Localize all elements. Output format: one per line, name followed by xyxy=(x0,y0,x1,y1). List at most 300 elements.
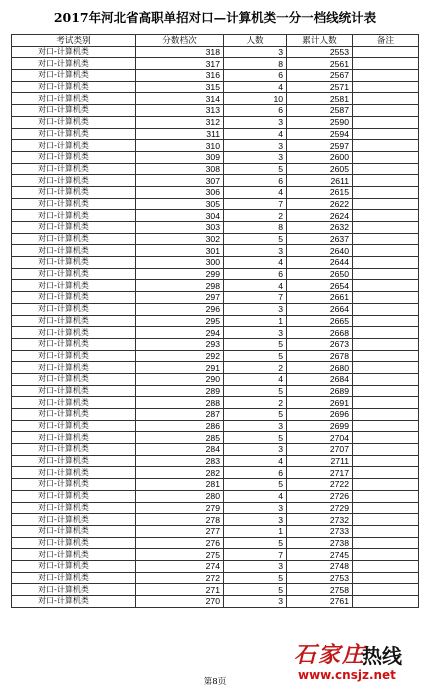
cell-cumulative: 2696 xyxy=(287,409,353,421)
cell-score: 311 xyxy=(136,128,224,140)
table-row xyxy=(12,280,419,292)
table-row xyxy=(12,490,419,502)
cell-note xyxy=(353,549,419,561)
cell-count: 5 xyxy=(224,233,287,245)
table-row xyxy=(12,268,419,280)
table-row xyxy=(12,198,419,210)
cell-category: 对口-计算机类 xyxy=(12,373,136,385)
cell-cumulative: 2637 xyxy=(287,233,353,245)
cell-cumulative: 2733 xyxy=(287,525,353,537)
cell-score: 291 xyxy=(136,362,224,374)
cell-category: 对口-计算机类 xyxy=(12,596,136,608)
cell-note xyxy=(353,385,419,397)
cell-note xyxy=(353,373,419,385)
cell-note xyxy=(353,268,419,280)
cell-cumulative: 2711 xyxy=(287,455,353,467)
cell-category: 对口-计算机类 xyxy=(12,186,136,198)
table-row xyxy=(12,467,419,479)
cell-cumulative: 2553 xyxy=(287,46,353,58)
cell-category: 对口-计算机类 xyxy=(12,338,136,350)
table-row xyxy=(12,572,419,584)
cell-count: 3 xyxy=(224,151,287,163)
cell-count: 3 xyxy=(224,140,287,152)
cell-score: 312 xyxy=(136,116,224,128)
cell-cumulative: 2684 xyxy=(287,373,353,385)
cell-category: 对口-计算机类 xyxy=(12,490,136,502)
cell-cumulative: 2640 xyxy=(287,245,353,257)
cell-score: 285 xyxy=(136,432,224,444)
cell-score: 315 xyxy=(136,81,224,93)
cell-cumulative: 2678 xyxy=(287,350,353,362)
table-row xyxy=(12,444,419,456)
cell-score: 288 xyxy=(136,397,224,409)
watermark-url: www.cnsjz.net xyxy=(298,668,396,682)
cell-score: 295 xyxy=(136,315,224,327)
cell-score: 271 xyxy=(136,584,224,596)
cell-note xyxy=(353,58,419,70)
table-row xyxy=(12,46,419,58)
cell-note xyxy=(353,350,419,362)
table-row xyxy=(12,537,419,549)
cell-note xyxy=(353,280,419,292)
cell-count: 6 xyxy=(224,268,287,280)
cell-category: 对口-计算机类 xyxy=(12,222,136,234)
header-score: 分数档次 xyxy=(136,35,224,47)
cell-score: 297 xyxy=(136,292,224,304)
table-row xyxy=(12,420,419,432)
score-table xyxy=(11,34,419,608)
cell-note xyxy=(353,560,419,572)
table-row xyxy=(12,116,419,128)
cell-category: 对口-计算机类 xyxy=(12,350,136,362)
cell-category: 对口-计算机类 xyxy=(12,140,136,152)
table-row xyxy=(12,105,419,117)
table-row xyxy=(12,81,419,93)
cell-count: 2 xyxy=(224,397,287,409)
cell-category: 对口-计算机类 xyxy=(12,327,136,339)
cell-cumulative: 2722 xyxy=(287,479,353,491)
table-body xyxy=(12,46,419,607)
cell-count: 4 xyxy=(224,280,287,292)
cell-note xyxy=(353,198,419,210)
cell-cumulative: 2661 xyxy=(287,292,353,304)
cell-category: 对口-计算机类 xyxy=(12,210,136,222)
cell-cumulative: 2664 xyxy=(287,303,353,315)
cell-cumulative: 2732 xyxy=(287,514,353,526)
cell-category: 对口-计算机类 xyxy=(12,409,136,421)
cell-note xyxy=(353,572,419,584)
cell-category: 对口-计算机类 xyxy=(12,549,136,561)
cell-score: 287 xyxy=(136,409,224,421)
table-row xyxy=(12,222,419,234)
cell-category: 对口-计算机类 xyxy=(12,537,136,549)
cell-category: 对口-计算机类 xyxy=(12,362,136,374)
watermark-hot-text: 热线 xyxy=(362,644,402,668)
cell-category: 对口-计算机类 xyxy=(12,420,136,432)
cell-count: 3 xyxy=(224,420,287,432)
table-row xyxy=(12,549,419,561)
cell-category: 对口-计算机类 xyxy=(12,572,136,584)
cell-note xyxy=(353,151,419,163)
cell-score: 282 xyxy=(136,467,224,479)
cell-note xyxy=(353,210,419,222)
cell-cumulative: 2758 xyxy=(287,584,353,596)
cell-note xyxy=(353,432,419,444)
cell-cumulative: 2665 xyxy=(287,315,353,327)
cell-cumulative: 2624 xyxy=(287,210,353,222)
cell-note xyxy=(353,338,419,350)
page-title: 2017年河北省高职单招对口—计算机类一分一档线统计表 xyxy=(53,10,377,25)
cell-score: 289 xyxy=(136,385,224,397)
cell-category: 对口-计算机类 xyxy=(12,455,136,467)
cell-category: 对口-计算机类 xyxy=(12,502,136,514)
cell-cumulative: 2615 xyxy=(287,186,353,198)
cell-note xyxy=(353,502,419,514)
cell-cumulative: 2654 xyxy=(287,280,353,292)
table-row xyxy=(12,315,419,327)
cell-category: 对口-计算机类 xyxy=(12,128,136,140)
cell-cumulative: 2650 xyxy=(287,268,353,280)
header-cumulative: 累计人数 xyxy=(287,35,353,47)
cell-cumulative: 2668 xyxy=(287,327,353,339)
cell-note xyxy=(353,105,419,117)
cell-score: 306 xyxy=(136,186,224,198)
cell-score: 300 xyxy=(136,257,224,269)
cell-cumulative: 2567 xyxy=(287,70,353,82)
table-row xyxy=(12,58,419,70)
cell-cumulative: 2738 xyxy=(287,537,353,549)
cell-cumulative: 2748 xyxy=(287,560,353,572)
cell-note xyxy=(353,186,419,198)
cell-count: 3 xyxy=(224,596,287,608)
watermark-brand-text: 石家庄 xyxy=(294,642,367,668)
cell-score: 309 xyxy=(136,151,224,163)
cell-note xyxy=(353,292,419,304)
cell-score: 293 xyxy=(136,338,224,350)
cell-category: 对口-计算机类 xyxy=(12,280,136,292)
header-note: 备注 xyxy=(353,35,419,47)
cell-count: 1 xyxy=(224,315,287,327)
cell-cumulative: 2632 xyxy=(287,222,353,234)
cell-count: 7 xyxy=(224,292,287,304)
table-row xyxy=(12,233,419,245)
cell-cumulative: 2600 xyxy=(287,151,353,163)
cell-count: 1 xyxy=(224,525,287,537)
cell-count: 4 xyxy=(224,128,287,140)
cell-cumulative: 2590 xyxy=(287,116,353,128)
cell-category: 对口-计算机类 xyxy=(12,315,136,327)
cell-category: 对口-计算机类 xyxy=(12,198,136,210)
cell-category: 对口-计算机类 xyxy=(12,116,136,128)
cell-category: 对口-计算机类 xyxy=(12,514,136,526)
cell-cumulative: 2622 xyxy=(287,198,353,210)
table-row xyxy=(12,327,419,339)
cell-score: 277 xyxy=(136,525,224,537)
cell-count: 8 xyxy=(224,222,287,234)
cell-score: 303 xyxy=(136,222,224,234)
cell-note xyxy=(353,409,419,421)
cell-cumulative: 2644 xyxy=(287,257,353,269)
cell-note xyxy=(353,490,419,502)
cell-score: 274 xyxy=(136,560,224,572)
cell-count: 2 xyxy=(224,362,287,374)
cell-cumulative: 2597 xyxy=(287,140,353,152)
cell-count: 6 xyxy=(224,175,287,187)
table-header-row xyxy=(12,35,419,47)
table-row xyxy=(12,502,419,514)
cell-score: 272 xyxy=(136,572,224,584)
cell-note xyxy=(353,327,419,339)
table-row xyxy=(12,397,419,409)
table-row xyxy=(12,140,419,152)
cell-category: 对口-计算机类 xyxy=(12,163,136,175)
cell-count: 4 xyxy=(224,186,287,198)
cell-score: 314 xyxy=(136,93,224,105)
table-row xyxy=(12,385,419,397)
cell-cumulative: 2707 xyxy=(287,444,353,456)
cell-cumulative: 2605 xyxy=(287,163,353,175)
cell-score: 280 xyxy=(136,490,224,502)
cell-score: 298 xyxy=(136,280,224,292)
cell-count: 5 xyxy=(224,385,287,397)
cell-cumulative: 2691 xyxy=(287,397,353,409)
cell-count: 3 xyxy=(224,303,287,315)
cell-note xyxy=(353,257,419,269)
cell-note xyxy=(353,303,419,315)
cell-note xyxy=(353,93,419,105)
cell-note xyxy=(353,140,419,152)
cell-score: 294 xyxy=(136,327,224,339)
cell-cumulative: 2761 xyxy=(287,596,353,608)
cell-score: 284 xyxy=(136,444,224,456)
table-row xyxy=(12,186,419,198)
cell-count: 6 xyxy=(224,70,287,82)
table-row xyxy=(12,210,419,222)
cell-note xyxy=(353,455,419,467)
cell-category: 对口-计算机类 xyxy=(12,560,136,572)
cell-note xyxy=(353,397,419,409)
cell-score: 283 xyxy=(136,455,224,467)
cell-count: 5 xyxy=(224,537,287,549)
cell-cumulative: 2594 xyxy=(287,128,353,140)
cell-cumulative: 2729 xyxy=(287,502,353,514)
cell-score: 275 xyxy=(136,549,224,561)
cell-note xyxy=(353,479,419,491)
cell-score: 313 xyxy=(136,105,224,117)
cell-count: 3 xyxy=(224,116,287,128)
cell-score: 286 xyxy=(136,420,224,432)
cell-score: 302 xyxy=(136,233,224,245)
cell-count: 4 xyxy=(224,257,287,269)
table-row xyxy=(12,303,419,315)
cell-count: 3 xyxy=(224,444,287,456)
cell-count: 3 xyxy=(224,502,287,514)
page-number: 第8页 xyxy=(203,677,227,687)
table-row xyxy=(12,479,419,491)
cell-cumulative: 2611 xyxy=(287,175,353,187)
cell-category: 对口-计算机类 xyxy=(12,105,136,117)
table-row xyxy=(12,432,419,444)
table-row xyxy=(12,338,419,350)
cell-cumulative: 2561 xyxy=(287,58,353,70)
cell-note xyxy=(353,70,419,82)
cell-cumulative: 2717 xyxy=(287,467,353,479)
cell-category: 对口-计算机类 xyxy=(12,444,136,456)
cell-count: 5 xyxy=(224,432,287,444)
cell-score: 296 xyxy=(136,303,224,315)
cell-count: 6 xyxy=(224,105,287,117)
cell-count: 4 xyxy=(224,490,287,502)
cell-category: 对口-计算机类 xyxy=(12,525,136,537)
cell-category: 对口-计算机类 xyxy=(12,268,136,280)
cell-score: 301 xyxy=(136,245,224,257)
table-row xyxy=(12,128,419,140)
cell-count: 4 xyxy=(224,373,287,385)
cell-score: 317 xyxy=(136,58,224,70)
cell-score: 270 xyxy=(136,596,224,608)
table-row xyxy=(12,70,419,82)
cell-category: 对口-计算机类 xyxy=(12,467,136,479)
cell-note xyxy=(353,444,419,456)
cell-note xyxy=(353,420,419,432)
cell-category: 对口-计算机类 xyxy=(12,397,136,409)
cell-count: 3 xyxy=(224,245,287,257)
table-row xyxy=(12,362,419,374)
table-row xyxy=(12,163,419,175)
cell-count: 3 xyxy=(224,514,287,526)
cell-count: 5 xyxy=(224,350,287,362)
cell-category: 对口-计算机类 xyxy=(12,233,136,245)
cell-cumulative: 2581 xyxy=(287,93,353,105)
cell-score: 310 xyxy=(136,140,224,152)
cell-count: 5 xyxy=(224,572,287,584)
cell-note xyxy=(353,81,419,93)
cell-note xyxy=(353,163,419,175)
cell-score: 299 xyxy=(136,268,224,280)
cell-count: 3 xyxy=(224,560,287,572)
cell-note xyxy=(353,584,419,596)
cell-count: 4 xyxy=(224,81,287,93)
cell-note xyxy=(353,116,419,128)
cell-cumulative: 2726 xyxy=(287,490,353,502)
table-row xyxy=(12,525,419,537)
cell-count: 3 xyxy=(224,327,287,339)
table-row xyxy=(12,584,419,596)
cell-cumulative: 2704 xyxy=(287,432,353,444)
cell-count: 10 xyxy=(224,93,287,105)
cell-score: 308 xyxy=(136,163,224,175)
table-row xyxy=(12,560,419,572)
cell-cumulative: 2587 xyxy=(287,105,353,117)
cell-count: 7 xyxy=(224,198,287,210)
cell-count: 4 xyxy=(224,455,287,467)
cell-cumulative: 2680 xyxy=(287,362,353,374)
cell-cumulative: 2753 xyxy=(287,572,353,584)
table-row xyxy=(12,245,419,257)
cell-category: 对口-计算机类 xyxy=(12,303,136,315)
cell-note xyxy=(353,46,419,58)
cell-category: 对口-计算机类 xyxy=(12,93,136,105)
cell-category: 对口-计算机类 xyxy=(12,58,136,70)
table-row xyxy=(12,175,419,187)
cell-score: 304 xyxy=(136,210,224,222)
cell-cumulative: 2673 xyxy=(287,338,353,350)
cell-note xyxy=(353,362,419,374)
cell-score: 307 xyxy=(136,175,224,187)
cell-count: 2 xyxy=(224,210,287,222)
cell-score: 305 xyxy=(136,198,224,210)
cell-category: 对口-计算机类 xyxy=(12,245,136,257)
cell-count: 5 xyxy=(224,584,287,596)
cell-score: 276 xyxy=(136,537,224,549)
cell-note xyxy=(353,222,419,234)
cell-cumulative: 2745 xyxy=(287,549,353,561)
cell-count: 3 xyxy=(224,46,287,58)
cell-count: 8 xyxy=(224,58,287,70)
cell-category: 对口-计算机类 xyxy=(12,151,136,163)
cell-note xyxy=(353,514,419,526)
cell-score: 316 xyxy=(136,70,224,82)
cell-count: 5 xyxy=(224,338,287,350)
cell-note xyxy=(353,245,419,257)
cell-note xyxy=(353,537,419,549)
cell-score: 281 xyxy=(136,479,224,491)
cell-category: 对口-计算机类 xyxy=(12,479,136,491)
cell-category: 对口-计算机类 xyxy=(12,292,136,304)
cell-category: 对口-计算机类 xyxy=(12,81,136,93)
table-row xyxy=(12,151,419,163)
table-row xyxy=(12,93,419,105)
cell-note xyxy=(353,128,419,140)
cell-count: 7 xyxy=(224,549,287,561)
cell-category: 对口-计算机类 xyxy=(12,432,136,444)
cell-score: 290 xyxy=(136,373,224,385)
table-row xyxy=(12,257,419,269)
table-row xyxy=(12,596,419,608)
cell-cumulative: 2571 xyxy=(287,81,353,93)
cell-cumulative: 2699 xyxy=(287,420,353,432)
cell-score: 318 xyxy=(136,46,224,58)
cell-note xyxy=(353,315,419,327)
cell-count: 5 xyxy=(224,409,287,421)
cell-score: 278 xyxy=(136,514,224,526)
header-category: 考试类别 xyxy=(12,35,136,47)
cell-note xyxy=(353,467,419,479)
cell-category: 对口-计算机类 xyxy=(12,257,136,269)
table-row xyxy=(12,409,419,421)
table-row xyxy=(12,350,419,362)
cell-note xyxy=(353,596,419,608)
table-row xyxy=(12,373,419,385)
cell-category: 对口-计算机类 xyxy=(12,385,136,397)
header-count: 人数 xyxy=(224,35,287,47)
cell-score: 279 xyxy=(136,502,224,514)
cell-cumulative: 2689 xyxy=(287,385,353,397)
cell-category: 对口-计算机类 xyxy=(12,175,136,187)
cell-count: 6 xyxy=(224,467,287,479)
cell-note xyxy=(353,233,419,245)
table-row xyxy=(12,292,419,304)
cell-score: 292 xyxy=(136,350,224,362)
cell-count: 5 xyxy=(224,479,287,491)
table-row xyxy=(12,514,419,526)
cell-category: 对口-计算机类 xyxy=(12,584,136,596)
cell-count: 5 xyxy=(224,163,287,175)
cell-category: 对口-计算机类 xyxy=(12,70,136,82)
cell-note xyxy=(353,175,419,187)
cell-category: 对口-计算机类 xyxy=(12,46,136,58)
table-row xyxy=(12,455,419,467)
